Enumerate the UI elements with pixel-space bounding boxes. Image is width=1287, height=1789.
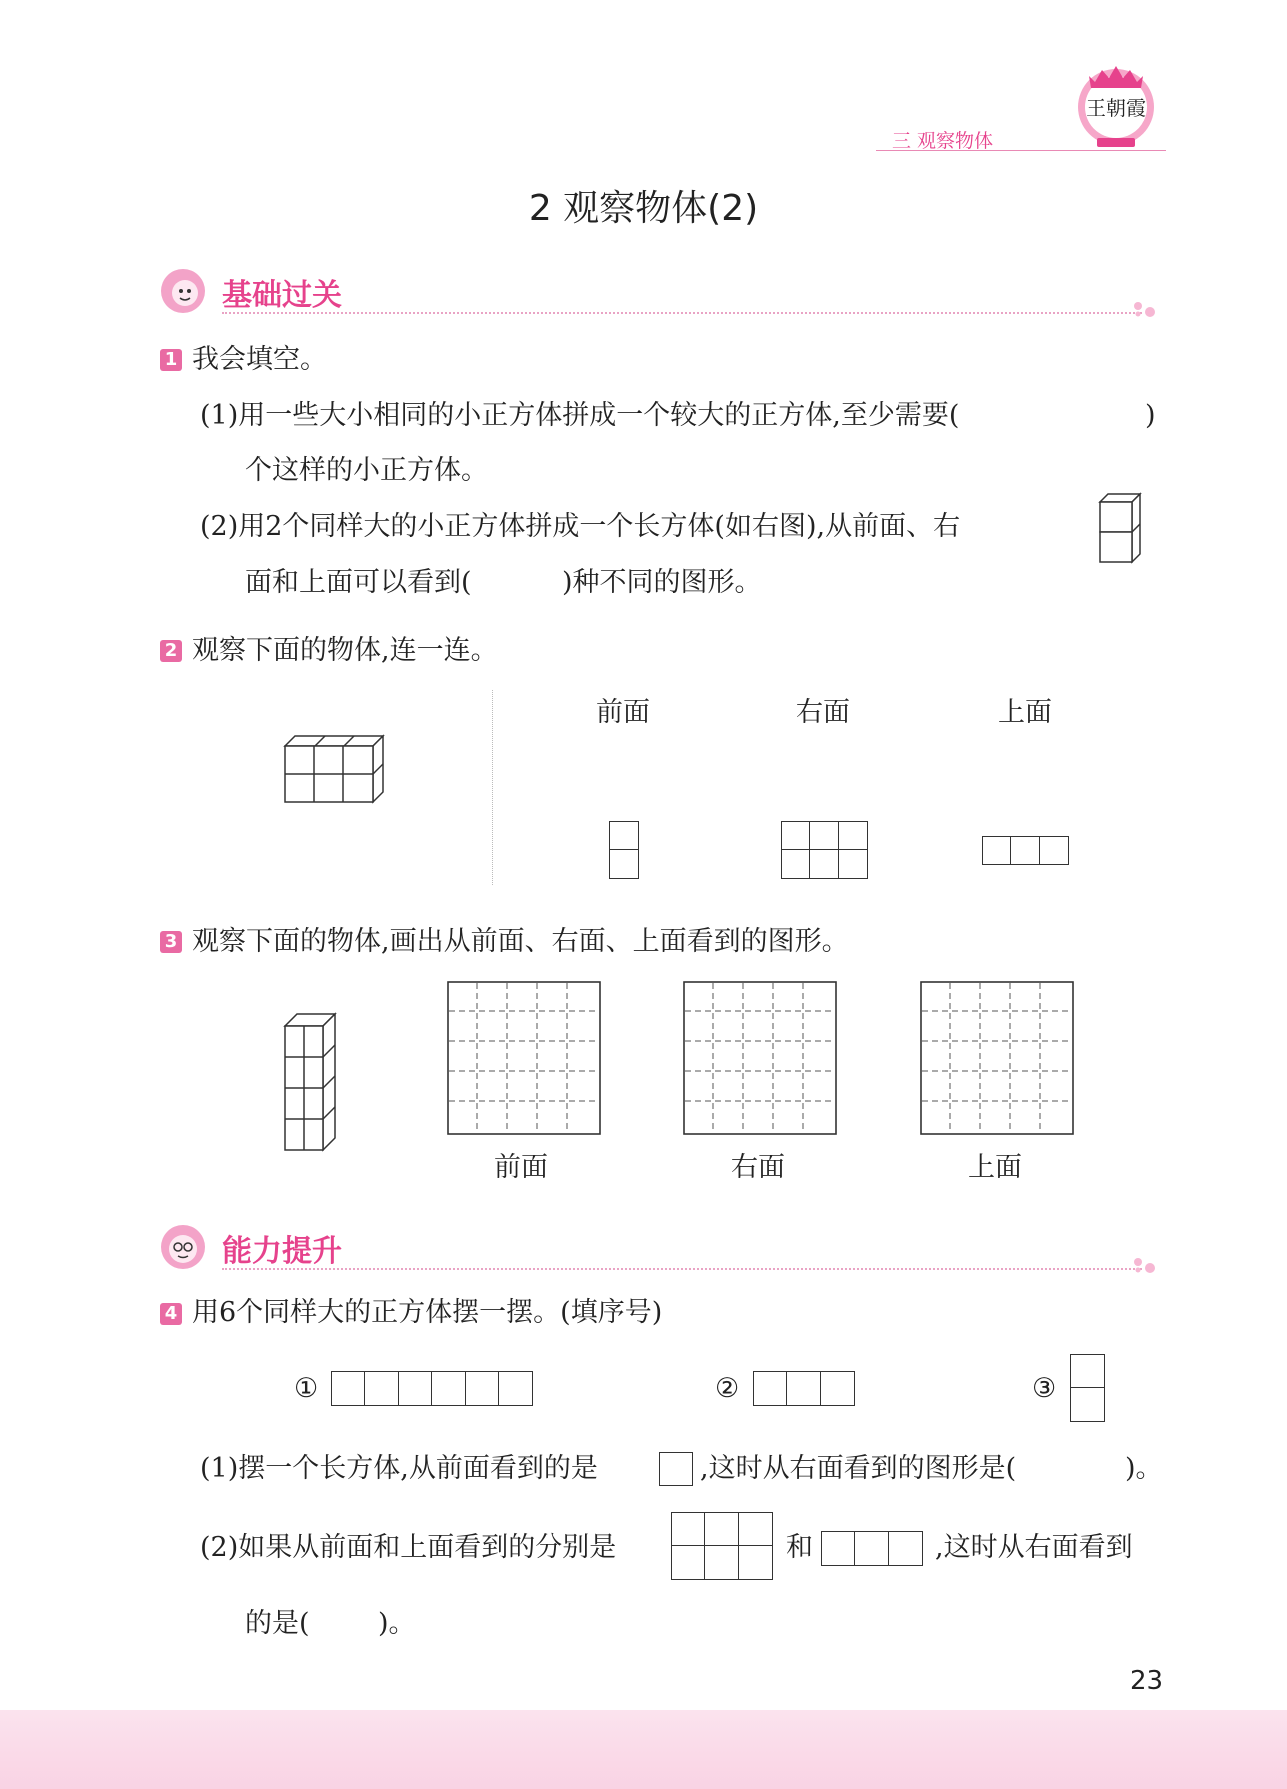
- q4-part1-c: )。: [1125, 1453, 1163, 1484]
- q4-option-3-label: ③: [1032, 1373, 1057, 1404]
- section-title-advanced: 能力提升: [222, 1234, 342, 1269]
- q3-title: 观察下面的物体,画出从前面、右面、上面看到的图形。: [192, 926, 849, 957]
- q4-part1-b: ,这时从右面看到的图形是(: [700, 1453, 1017, 1484]
- question-number-2: 2: [160, 640, 182, 662]
- q3-label-front: 前面: [494, 1152, 548, 1183]
- section-divider: [222, 1268, 1142, 1270]
- page-number: 23: [1130, 1666, 1164, 1696]
- q3-label-right: 右面: [731, 1152, 785, 1183]
- q4-option-2-label: ②: [715, 1373, 740, 1404]
- logo-text: 王朝霞: [1086, 96, 1146, 120]
- q4-part2-c: 的是(: [245, 1608, 310, 1639]
- q4-part1-a: (1)摆一个长方体,从前面看到的是: [200, 1453, 598, 1484]
- divider-dots-icon: [1130, 1256, 1160, 1278]
- q4-title: 用6个同样大的正方体摆一摆。(填序号): [192, 1297, 663, 1328]
- q1-part2-line2a: 面和上面可以看到(: [245, 567, 472, 598]
- q2-object-figure: [283, 734, 387, 806]
- question-number-3: 3: [160, 931, 182, 953]
- chapter-label: 三 观察物体: [892, 130, 994, 152]
- q4-part2-a: (2)如果从前面和上面看到的分别是: [200, 1532, 617, 1563]
- q4-part2-d: )。: [378, 1608, 416, 1639]
- q4-option-1-label: ①: [294, 1373, 319, 1404]
- q1-part2-line1: (2)用2个同样大的小正方体拼成一个长方体(如右图),从前面、右: [200, 511, 961, 542]
- q4-option-2-shape: [753, 1371, 855, 1406]
- section-title-basic: 基础过关: [222, 278, 342, 313]
- q4-option-3-shape: [1070, 1354, 1105, 1422]
- q4-part2-b: ,这时从右面看到: [935, 1532, 1133, 1563]
- q2-vertical-divider: [492, 690, 493, 885]
- mascot-icon: [158, 266, 208, 320]
- q4-option-1-shape: [331, 1371, 533, 1406]
- q2-label-right: 右面: [796, 697, 850, 728]
- q4-part2-top-shape: [821, 1531, 923, 1566]
- q1-part2-line2b: )种不同的图形。: [562, 567, 762, 598]
- q3-tower-figure: [283, 1012, 337, 1154]
- q4-part1-square: [659, 1452, 693, 1486]
- q2-title: 观察下面的物体,连一连。: [192, 635, 498, 666]
- mascot-icon: [158, 1222, 208, 1276]
- q4-part2-front-shape: [671, 1512, 773, 1580]
- section-divider: [222, 312, 1142, 314]
- q3-grid-front[interactable]: [447, 981, 601, 1135]
- q1-part1-line2: 个这样的小正方体。: [245, 455, 488, 486]
- q1-part1-close: ): [1145, 400, 1156, 431]
- q1-title: 我会填空。: [192, 344, 327, 375]
- question-number-1: 1: [160, 349, 182, 371]
- q2-shape-vertical-2: [609, 821, 639, 879]
- footer-band: [0, 1710, 1287, 1789]
- q3-grid-top[interactable]: [920, 981, 1074, 1135]
- q3-label-top: 上面: [968, 1152, 1022, 1183]
- divider-dots-icon: [1130, 300, 1160, 322]
- question-number-4: 4: [160, 1303, 182, 1325]
- q3-grid-right[interactable]: [683, 981, 837, 1135]
- q2-label-top: 上面: [998, 697, 1052, 728]
- q1-part1-line1: (1)用一些大小相同的小正方体拼成一个较大的正方体,至少需要(: [200, 400, 960, 431]
- q4-part2-and: 和: [786, 1532, 813, 1563]
- lesson-title: 2 观察物体(2): [528, 188, 759, 229]
- q2-label-front: 前面: [596, 697, 650, 728]
- q1-cube-figure: [1098, 492, 1144, 564]
- q2-shape-row-3: [982, 836, 1069, 865]
- logo-badge: [1075, 62, 1157, 144]
- q2-shape-grid-2x3: [781, 821, 868, 879]
